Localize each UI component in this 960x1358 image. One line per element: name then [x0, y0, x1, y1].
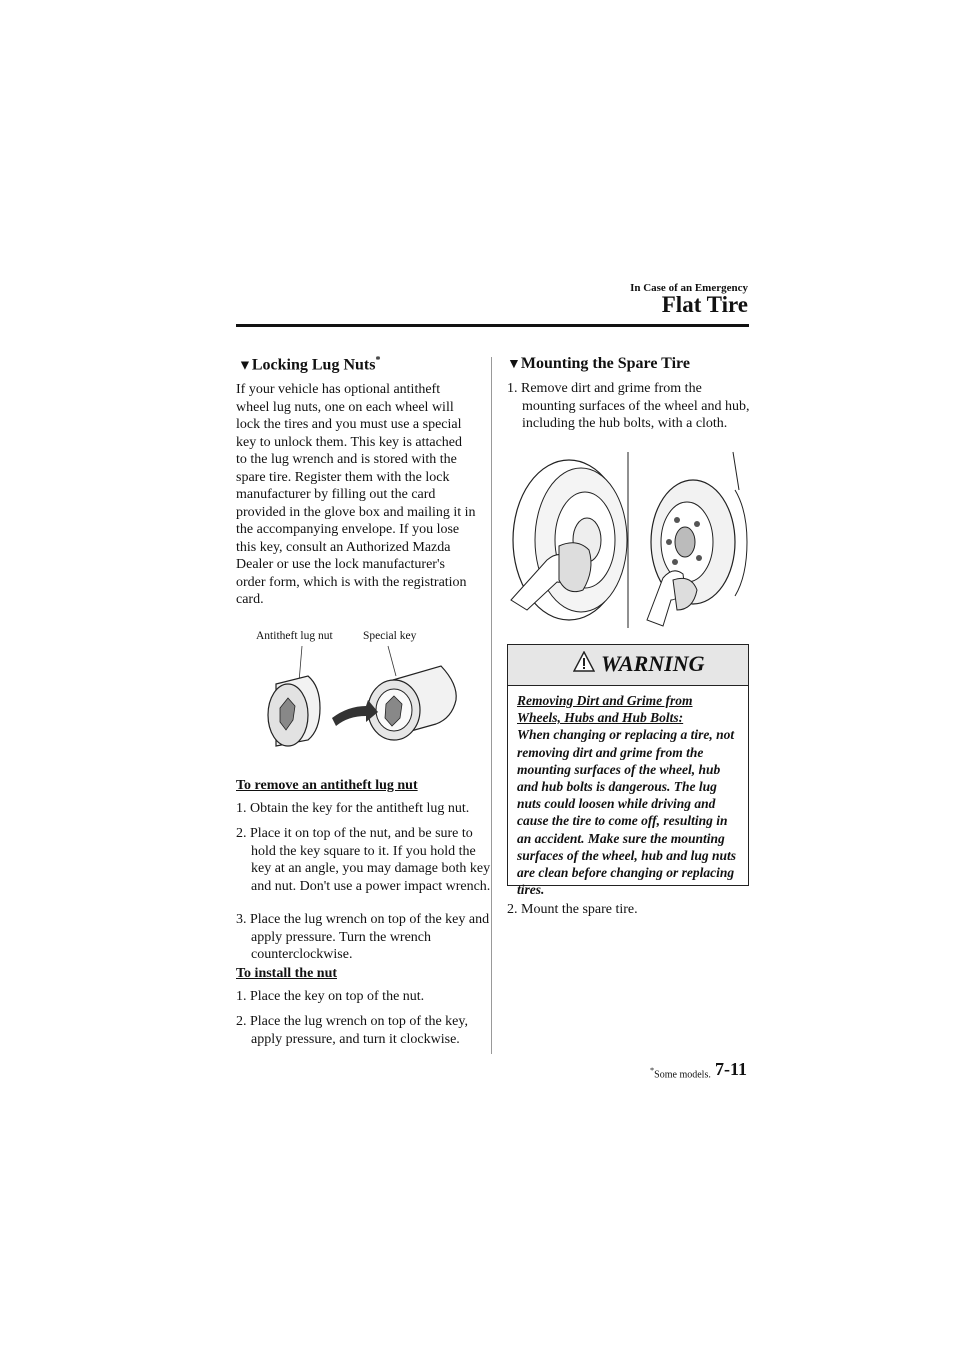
column-divider: [491, 357, 492, 1054]
intro-paragraph: If your vehicle has optional antitheft wheel lug nuts, one on each wheel will lock the tires and you must use a special key to unlock them. This key is attached to the lug wrench and is stored with the spare tire. Register them with the lock manufacturer by filling out the card provided in the glove box and mailing it in the accompanying envelope. If you lose this key, consult an Authorized Mazda Dealer or use the lock manufacturer's order form, which is with the registration card.: [236, 382, 476, 607]
page-number: 7-11: [715, 1059, 748, 1079]
warning-header: [508, 645, 748, 686]
subhead-remove: To remove an antitheft lug nut: [236, 778, 418, 793]
figure-lug-nut-key: [236, 628, 476, 758]
warning-title: WARNING: [601, 651, 705, 676]
footnote-text: Some models.: [654, 1069, 711, 1081]
warning-box: [507, 644, 749, 898]
label-special-key: Special key: [363, 630, 417, 642]
remove-step-3: 3. Place the lug wrench on top of the key and apply pressure. Turn the wrench counterclockwise.: [236, 912, 490, 962]
warning-text: When changing or replacing a tire, not removing dirt and grime from the mounting surfaces of the wheel, hub and hub bolts is dangerous. The lug nuts could loosen while driving and cause the tire to come off, resulting in an accident. Make sure the mounting surfaces of the wheel, hub and lug nuts are clean before changing or replacing tires.: [517, 727, 737, 898]
footnote: [650, 1066, 711, 1080]
lug-nut-key-illustration: [236, 628, 476, 758]
footnote-star: *: [650, 1066, 655, 1075]
mount-step-2: 2. Mount the spare tire.: [507, 902, 638, 917]
header-rule: [236, 324, 749, 327]
clean-wheel-hub-illustration: [507, 450, 749, 630]
warning-triangle-icon: [573, 651, 595, 673]
heading-locking-lug-nuts: [238, 355, 380, 374]
warning-subtitle: Removing Dirt and Grime from Wheels, Hubs and Hub Bolts:: [517, 693, 693, 726]
install-step-2: 2. Place the lug wrench on top of the key, apply pressure, and turn it clockwise.: [236, 1014, 468, 1047]
heading-text: Locking Lug Nuts: [251, 356, 376, 374]
remove-step-2: 2. Place it on top of the nut, and be sure to hold the key square to it. If you hold the key at an angle, you may damage both key and nut. Don't use a power impact wrench.: [236, 826, 491, 894]
section-label: In Case of an Emergency: [630, 282, 748, 294]
warning-body: [508, 686, 748, 904]
install-step-1: 1. Place the key on top of the nut.: [236, 989, 425, 1004]
some-models-star: *: [375, 355, 381, 366]
heading-text: Mounting the Spare Tire: [520, 355, 690, 372]
page-title: Flat Tire: [661, 292, 748, 317]
section-marker-icon: ▼: [238, 358, 252, 374]
label-antitheft-lug-nut: Antitheft lug nut: [256, 630, 333, 642]
mount-step-1: 1. Remove dirt and grime from the mounting surfaces of the wheel and hub, including the hub bolts, with a cloth.: [507, 381, 750, 431]
heading-mounting-spare: [507, 355, 690, 373]
remove-step-1: 1. Obtain the key for the antitheft lug nut.: [236, 801, 470, 816]
subhead-install: To install the nut: [236, 966, 338, 981]
section-marker-icon: ▼: [507, 357, 521, 372]
